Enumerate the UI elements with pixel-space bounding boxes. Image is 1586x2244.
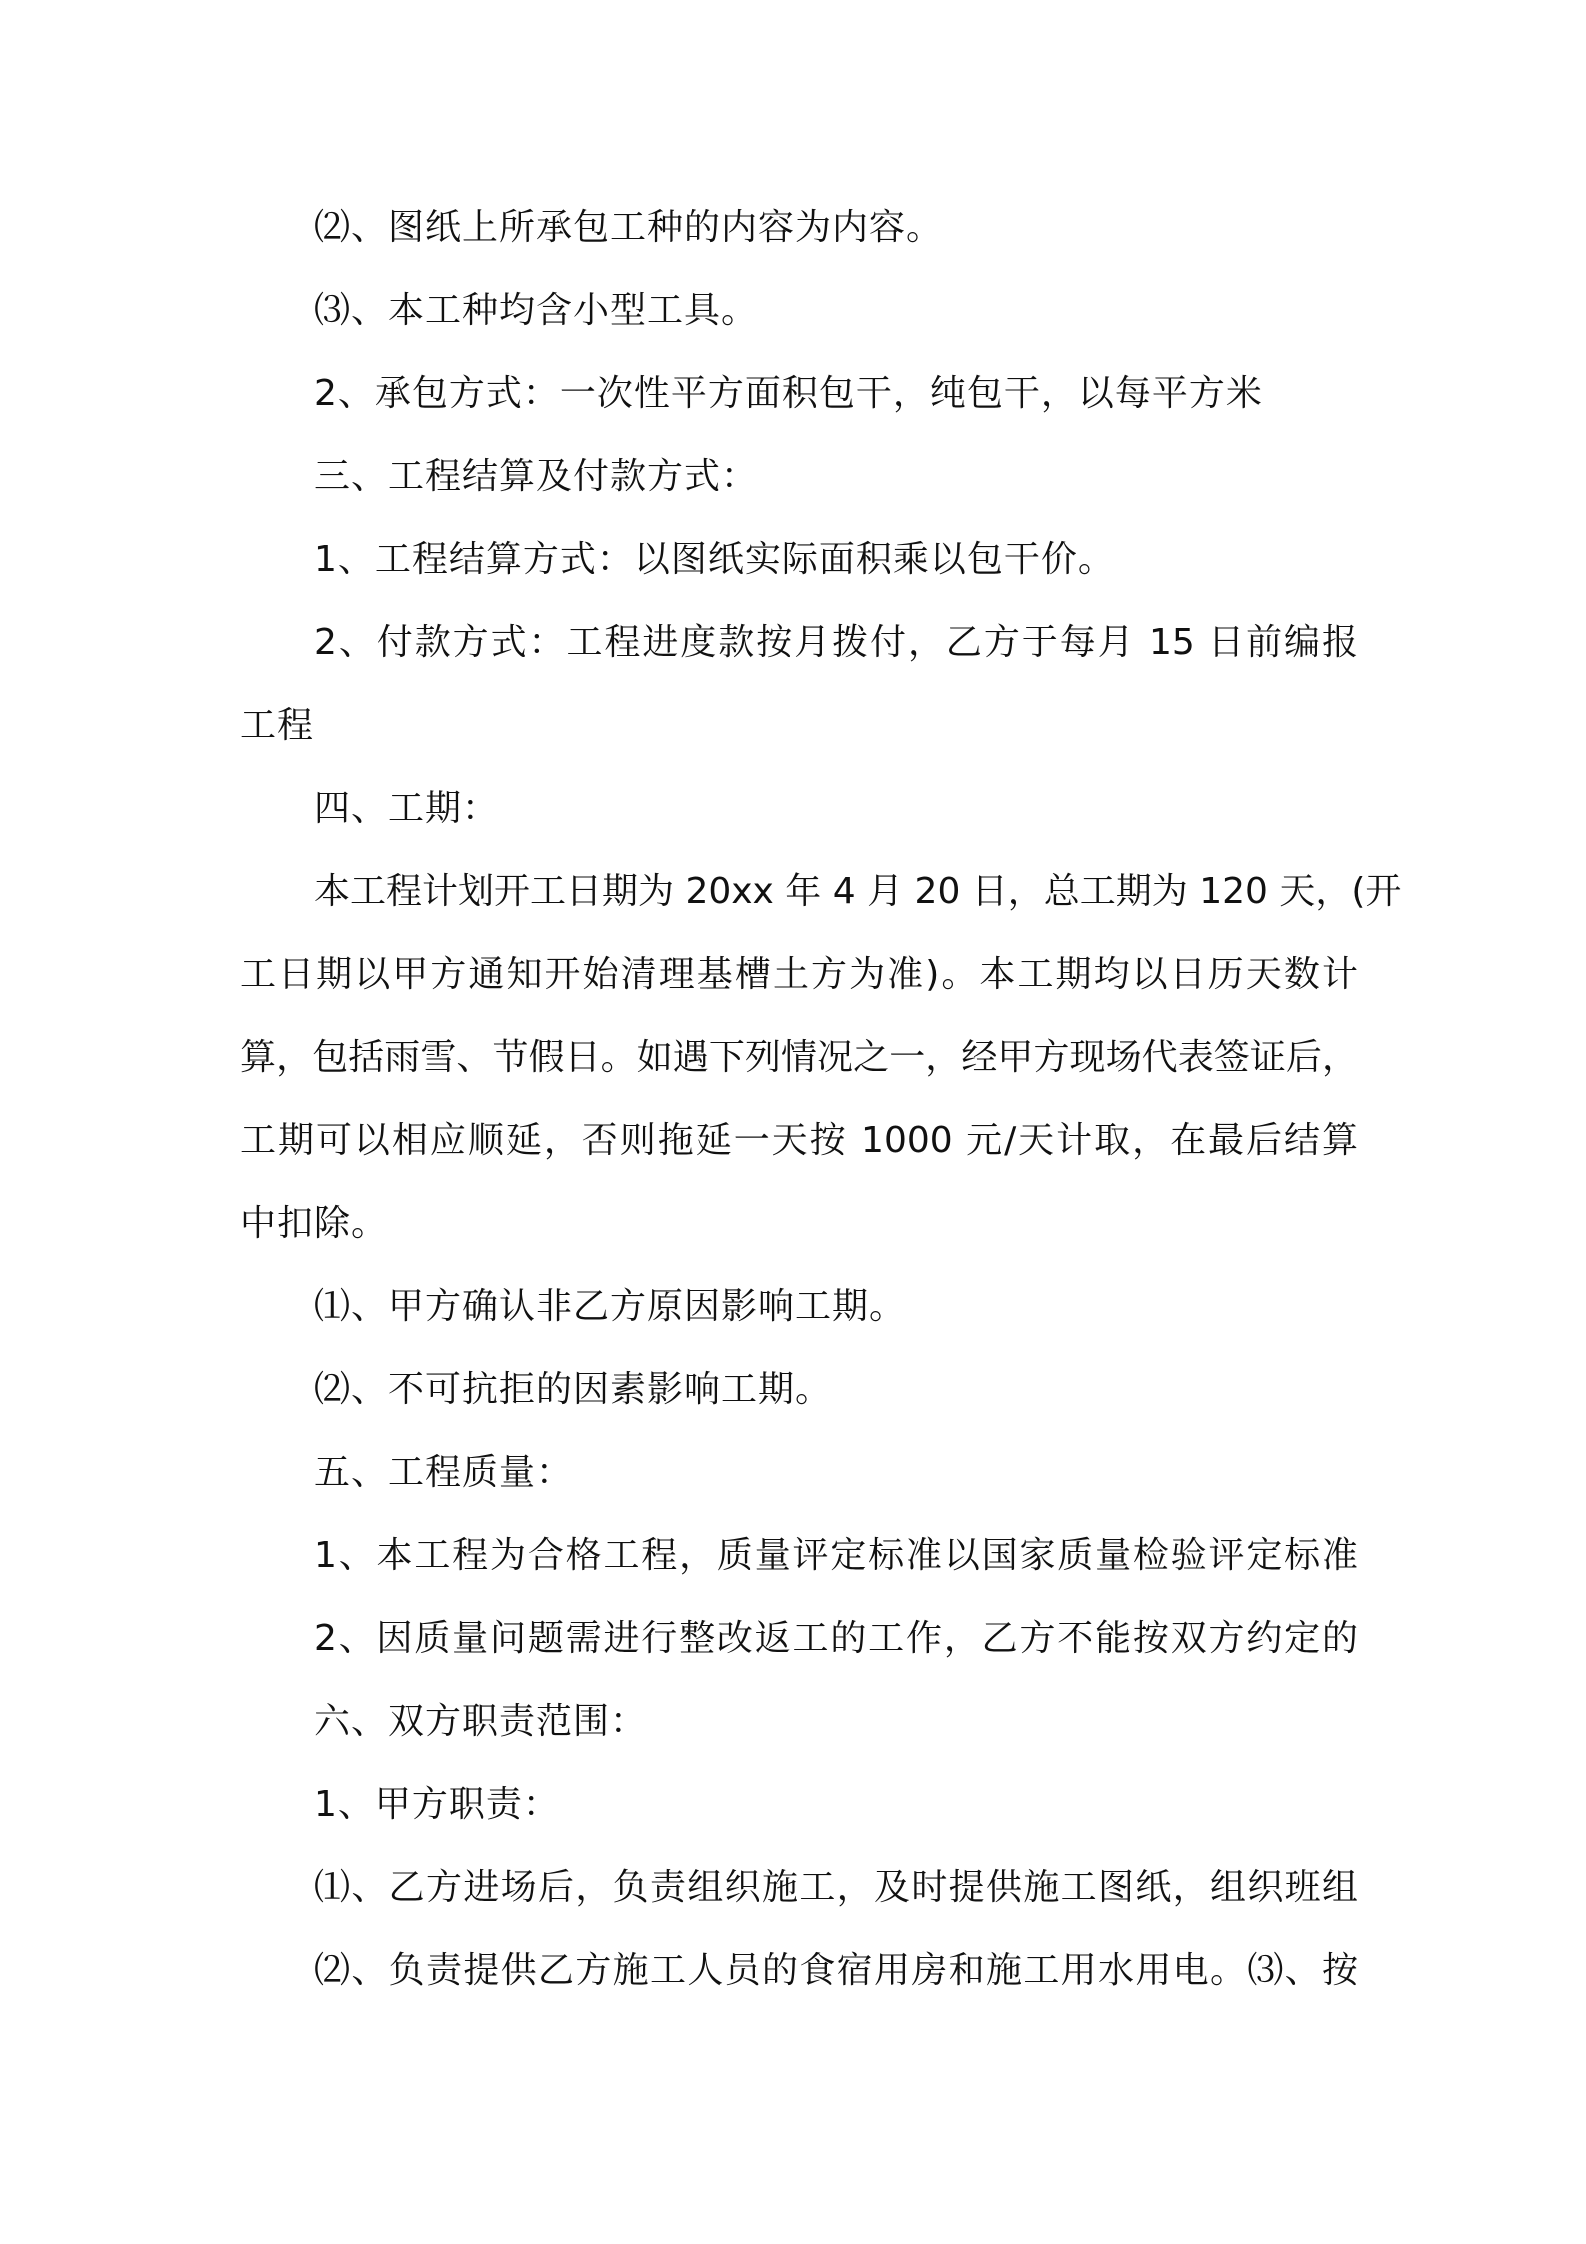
paragraph-line: 1、本工程为合格工程，质量评定标准以国家质量检验评定标准	[314, 1535, 1358, 1576]
paragraph-line: 算，包括雨雪、节假日。如遇下列情况之一，经甲方现场代表签证后，	[240, 1037, 1358, 1078]
section-heading: 五、工程质量：	[314, 1452, 574, 1493]
paragraph-line: ⑵、图纸上所承包工种的内容为内容。	[314, 207, 944, 248]
section-heading: 三、工程结算及付款方式：	[314, 456, 759, 497]
paragraph-line: 1、工程结算方式：以图纸实际面积乘以包干价。	[314, 539, 1115, 580]
paragraph-line: ⑴、乙方进场后，负责组织施工，及时提供施工图纸，组织班组	[314, 1867, 1358, 1908]
paragraph-line: 2、因质量问题需进行整改返工的工作，乙方不能按双方约定的	[314, 1618, 1358, 1659]
paragraph-line: ⑵、负责提供乙方施工人员的食宿用房和施工用水用电。⑶、按	[314, 1950, 1358, 1991]
paragraph-line: 工日期以甲方通知开始清理基槽土方为准)。本工期均以日历天数计	[240, 954, 1358, 995]
paragraph-line: ⑴、甲方确认非乙方原因影响工期。	[314, 1286, 907, 1327]
paragraph-line: 2、承包方式：一次性平方面积包干，纯包干，以每平方米	[314, 373, 1263, 414]
paragraph-line: 2、付款方式：工程进度款按月拨付，乙方于每月 15 日前编报	[314, 622, 1358, 663]
paragraph-line: 中扣除。	[240, 1203, 389, 1244]
section-heading: 四、工期：	[314, 788, 500, 829]
section-heading: 六、双方职责范围：	[314, 1701, 648, 1742]
paragraph-line: ⑵、不可抗拒的因素影响工期。	[314, 1369, 833, 1410]
paragraph-line: 1、甲方职责：	[314, 1784, 560, 1825]
paragraph-line: 工期可以相应顺延，否则拖延一天按 1000 元/天计取，在最后结算	[240, 1120, 1358, 1161]
paragraph-line: ⑶、本工种均含小型工具。	[314, 290, 759, 331]
paragraph-line: 本工程计划开工日期为 20xx 年 4 月 20 日，总工期为 120 天，(开	[314, 871, 1402, 912]
paragraph-line: 工程	[240, 705, 315, 746]
